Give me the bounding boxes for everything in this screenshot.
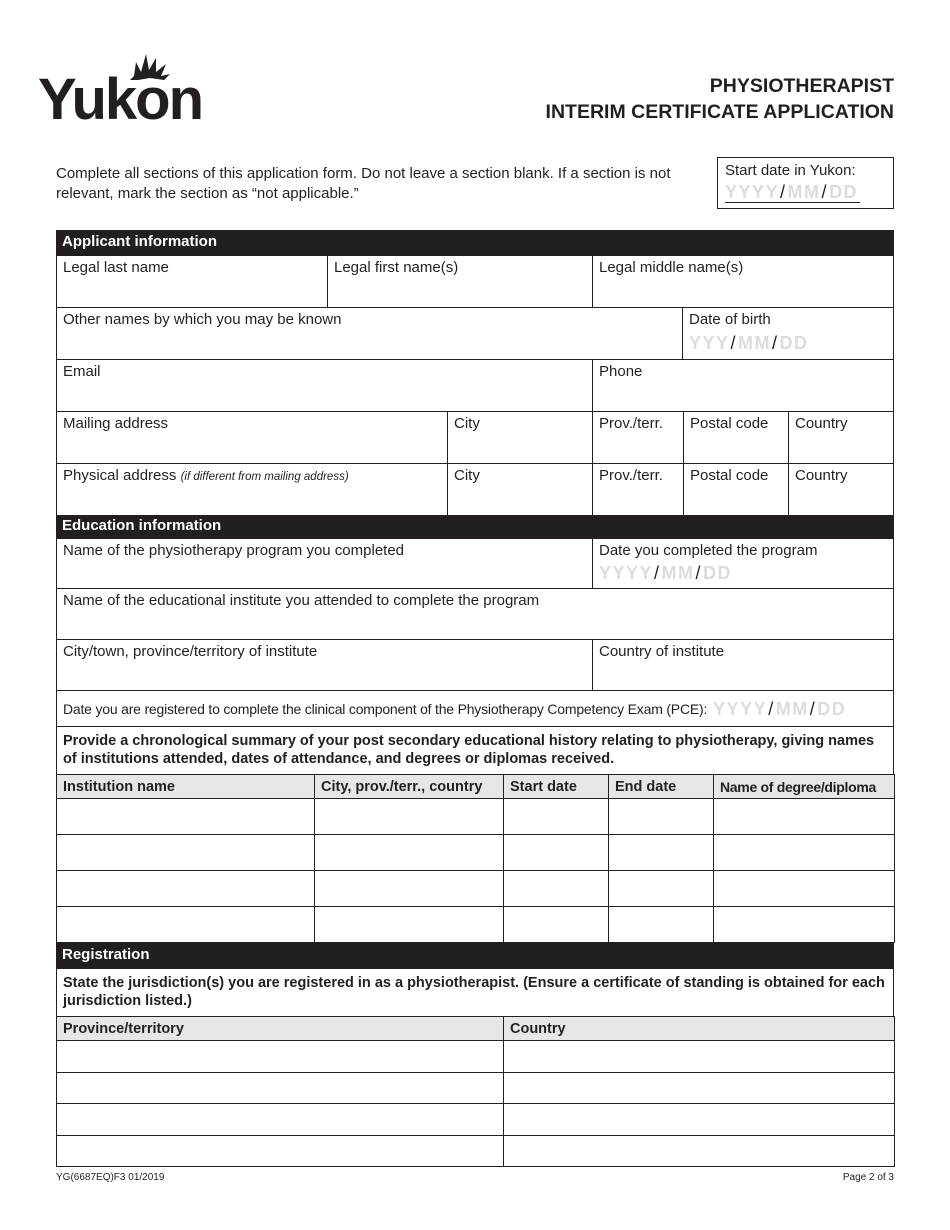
pce-date-placeholder[interactable]: YYYY/MM/DD	[713, 698, 847, 719]
table-row	[57, 1041, 895, 1073]
table-cell[interactable]	[609, 835, 714, 871]
table-cell[interactable]	[609, 907, 714, 943]
field-label: Postal code	[690, 467, 769, 484]
table-cell[interactable]	[714, 907, 895, 943]
table-cell[interactable]	[57, 1072, 504, 1104]
field-label: Legal first name(s)	[334, 259, 459, 276]
year-placeholder: YYYY	[599, 563, 654, 583]
mailing-address-field[interactable]	[57, 412, 448, 463]
start-date-field[interactable]	[717, 157, 894, 209]
field-label: Date of birth	[689, 311, 771, 328]
field-label: City/town, province/territory of institute	[63, 643, 318, 660]
table-cell[interactable]	[315, 799, 504, 835]
physical-city-field[interactable]	[448, 464, 593, 515]
table-cell[interactable]	[315, 907, 504, 943]
legal-middle-name-field[interactable]	[593, 256, 893, 307]
table-row	[57, 1135, 895, 1167]
table-cell[interactable]	[609, 799, 714, 835]
day-placeholder: DD	[817, 698, 847, 719]
other-names-row	[56, 308, 894, 360]
page-number: Page 2 of 3	[842, 1172, 894, 1183]
field-label: Country	[795, 467, 848, 484]
col-institution-name: Institution name	[57, 775, 315, 799]
mailing-country-field[interactable]	[789, 412, 893, 463]
table-header-row	[57, 775, 895, 799]
program-date-field[interactable]	[593, 539, 893, 588]
table-row	[57, 1072, 895, 1104]
physical-address-row	[56, 464, 894, 515]
table-cell[interactable]	[714, 799, 895, 835]
education-summary-instruction: Provide a chronological summary of your post secondary educational history relating to physiotherapy, giving names of institutions attended, dates of attendance, and degrees or diplomas received.	[56, 727, 894, 774]
mailing-city-field[interactable]	[448, 412, 593, 463]
table-cell[interactable]	[57, 871, 315, 907]
table-row	[57, 907, 895, 943]
name-row	[56, 256, 894, 308]
table-row	[57, 871, 895, 907]
table-cell[interactable]	[504, 1041, 895, 1073]
start-date-label: Start date in Yukon:	[725, 162, 856, 179]
form-code: YG(6687EQ)F3 01/2019	[56, 1172, 165, 1183]
other-names-field[interactable]	[57, 308, 683, 359]
pce-row	[56, 691, 894, 727]
table-cell[interactable]	[504, 1072, 895, 1104]
dob-placeholder[interactable]: YYY/MM/DD	[689, 333, 809, 353]
program-date-placeholder[interactable]: YYYY/MM/DD	[599, 563, 733, 583]
contact-row	[56, 360, 894, 412]
section-header-applicant: Applicant information	[56, 230, 894, 256]
logo-wordmark: Yukon	[38, 67, 203, 124]
field-label: Prov./terr.	[599, 467, 663, 484]
field-label: Other names by which you may be known	[63, 311, 342, 328]
email-field[interactable]	[57, 360, 593, 411]
table-row	[57, 1104, 895, 1136]
title-line-2: INTERIM CERTIFICATE APPLICATION	[545, 101, 894, 123]
physical-prov-field[interactable]	[593, 464, 684, 515]
field-label: Physical address	[63, 467, 177, 484]
col-province-territory: Province/territory	[57, 1017, 504, 1041]
section-header-registration: Registration	[56, 943, 894, 969]
year-placeholder: YYY	[689, 333, 730, 353]
table-cell[interactable]	[504, 835, 609, 871]
legal-first-name-field[interactable]	[328, 256, 593, 307]
start-date-placeholder[interactable]: YYYY/MM/DD	[725, 182, 859, 202]
field-label: Name of the physiotherapy program you completed	[63, 542, 405, 559]
field-label: Postal code	[690, 415, 769, 432]
field-label: Phone	[599, 363, 643, 380]
field-label: Legal last name	[63, 259, 169, 276]
table-cell[interactable]	[609, 871, 714, 907]
institute-country-field[interactable]	[593, 640, 893, 690]
field-label: Country of institute	[599, 643, 725, 660]
field-note: (if different from mailing address)	[180, 471, 349, 483]
section-header-education: Education information	[56, 515, 894, 539]
table-row	[57, 799, 895, 835]
field-label: Mailing address	[63, 415, 169, 432]
month-placeholder: MM	[787, 182, 821, 202]
month-placeholder: MM	[738, 333, 772, 353]
month-placeholder: MM	[775, 698, 809, 719]
col-country: Country	[504, 1017, 895, 1041]
education-history-table	[56, 774, 895, 943]
table-cell[interactable]	[504, 1135, 895, 1167]
institute-location-field[interactable]	[57, 640, 593, 690]
application-form	[56, 230, 894, 1167]
table-cell[interactable]	[504, 799, 609, 835]
pce-date-field[interactable]	[57, 691, 893, 726]
field-label: Date you are registered to complete the clinical component of the Physiotherapy Competency Exam (PCE):	[63, 700, 708, 717]
col-degree: Name of degree/diploma	[714, 775, 895, 799]
physical-address-field[interactable]	[57, 464, 448, 515]
field-label: City	[454, 467, 480, 484]
mailing-prov-field[interactable]	[593, 412, 684, 463]
physical-country-field[interactable]	[789, 464, 893, 515]
title-line-1: PHYSIOTHERAPIST	[709, 75, 894, 97]
table-cell[interactable]	[714, 835, 895, 871]
table-cell[interactable]	[504, 907, 609, 943]
table-cell[interactable]	[57, 799, 315, 835]
table-cell[interactable]	[504, 1104, 895, 1136]
table-cell[interactable]	[315, 871, 504, 907]
institute-name-field[interactable]	[57, 589, 893, 639]
table-row	[57, 835, 895, 871]
legal-last-name-field[interactable]	[57, 256, 328, 307]
document-title	[546, 73, 894, 125]
table-cell[interactable]	[57, 1041, 504, 1073]
table-cell[interactable]	[57, 907, 315, 943]
table-cell[interactable]	[57, 1135, 504, 1167]
year-placeholder: YYYY	[725, 182, 780, 202]
field-label: Country	[795, 415, 848, 432]
mailing-postal-field[interactable]	[684, 412, 789, 463]
col-start-date: Start date	[504, 775, 609, 799]
table-cell[interactable]	[315, 835, 504, 871]
date-of-birth-field[interactable]	[683, 308, 893, 359]
field-label: City	[454, 415, 480, 432]
table-header-row	[57, 1017, 895, 1041]
physical-postal-field[interactable]	[684, 464, 789, 515]
month-placeholder: MM	[661, 563, 695, 583]
table-cell[interactable]	[57, 835, 315, 871]
year-placeholder: YYYY	[713, 698, 768, 719]
yukon-logo	[38, 50, 210, 124]
field-label: Prov./terr.	[599, 415, 663, 432]
registration-instruction: State the jurisdiction(s) you are registered in as a physiotherapist. (Ensure a certificate of standing is obtained for each jurisdiction listed.)	[56, 969, 894, 1016]
registration-table	[56, 1016, 895, 1167]
col-end-date: End date	[609, 775, 714, 799]
day-placeholder: DD	[829, 182, 859, 202]
field-label: Date you completed the program	[599, 542, 818, 559]
field-label: Legal middle name(s)	[599, 259, 744, 276]
col-location: City, prov./terr., country	[315, 775, 504, 799]
institute-name-row	[56, 589, 894, 640]
mailing-address-row	[56, 412, 894, 464]
field-label: Name of the educational institute you attended to complete the program	[63, 592, 540, 609]
program-name-field[interactable]	[57, 539, 593, 588]
table-cell[interactable]	[504, 871, 609, 907]
table-cell[interactable]	[57, 1104, 504, 1136]
institute-location-row	[56, 640, 894, 691]
intro-text: Complete all sections of this application form. Do not leave a section blank. If a section is not relevant, mark the section as “not applicable.”	[56, 165, 671, 202]
day-placeholder: DD	[703, 563, 733, 583]
program-row	[56, 539, 894, 589]
phone-field[interactable]	[593, 360, 893, 411]
day-placeholder: DD	[779, 333, 809, 353]
table-cell[interactable]	[714, 871, 895, 907]
field-label: Email	[63, 363, 101, 380]
